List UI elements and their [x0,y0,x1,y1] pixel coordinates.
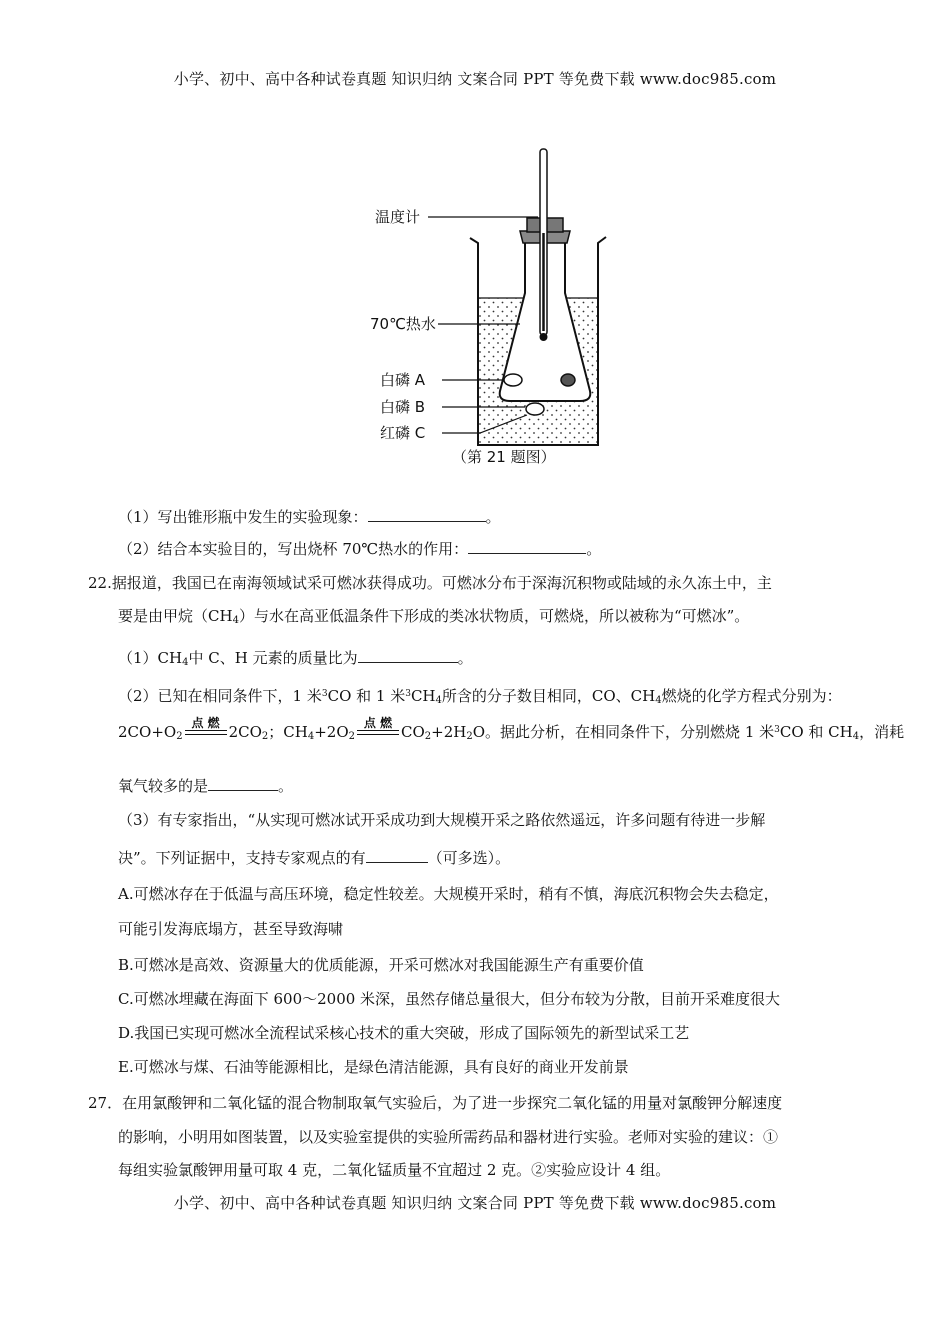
label-white-phosphorus-b: 白磷 B [380,398,426,416]
answer-blank[interactable] [468,539,586,554]
q27-line2: 的影响，小明用如图装置，以及实验室提供的实验所需药品和器材进行实验。老师对实验的建议：① [118,1128,779,1146]
q22-part1: $(1)CH_4$中 C、H 元素的质量比为 。 [118,649,473,668]
label-red-phosphorus-c: 红磷 C [380,424,426,442]
answer-blank[interactable] [366,848,428,863]
q22-option-a-line2: 可能引发海底塌方，甚至导致海啸 [118,920,344,938]
reaction-arrow: 点 燃 [185,723,227,743]
q22-part3-line1: （3）有专家指出，“从实现可燃冰试开采成功到大规模开采之路依然遥远，许多问题有待进一步解 [118,811,766,829]
q22-part3-line2: 决”。下列证据中，支持专家观点的有 （可多选）。 [118,849,511,867]
white-phosphorus-a [504,374,522,386]
reaction-arrow: 点 燃 [357,723,399,743]
q21-part2: （2）结合本实验目的，写出烧杯 70℃热水的作用： 。 [118,540,602,558]
q22-equations: $2CO+O_2$ 点 燃 $2CO_2$；$CH_4+2O_2$ 点 燃 $CO_2+2H_2O$。据此分析，在相同条件下，分别燃烧 1 米$^3$CO 和 $CH_4$，消耗 [118,716,905,742]
figure-caption: （第 21 题图） [452,448,556,466]
page-header: 小学、初中、高中各种试卷真题 知识归纳 文案合同 PPT 等免费下载 www.doc985.com [173,70,777,88]
q22-part2-tail: 氧气较多的是 。 [118,777,294,795]
label-hot-water: 70℃热水 [370,315,436,333]
label-thermometer: 温度计 [375,208,421,226]
answer-blank[interactable] [368,507,486,522]
q22-option-c: C.可燃冰埋藏在海面下 600～2000 米深，虽然存储总量很大，但分布较为分散，目前开采难度很大 [118,990,781,1008]
label-white-phosphorus-a: 白磷 A [380,371,426,389]
q22-option-a-line1: A.可燃冰存在于低温与高压环境，稳定性较差。大规模开采时，稍有不慎，海底沉积物会失去稳定， [118,885,779,903]
page-footer: 小学、初中、高中各种试卷真题 知识归纳 文案合同 PPT 等免费下载 www.doc985.com [173,1194,777,1212]
q27-line1: 27．在用氯酸钾和二氧化锰的混合物制取氧气实验后，为了进一步探究二氧化锰的用量对氯酸钾分解速度 [88,1094,783,1112]
q22-intro-line2: 要是由甲烷$(CH_4)$与水在高亚低温条件下形成的类冰状物质，可燃烧，所以被称为“可燃冰”。 [118,607,750,626]
q22-option-e: E.可燃冰与煤、石油等能源相比，是绿色清洁能源，具有良好的商业开发前景 [118,1058,629,1076]
experiment-figure [370,143,620,473]
q22-option-d: D.我国已实现可燃冰全流程试采核心技术的重大突破，形成了国际领先的新型试采工艺 [118,1024,690,1042]
q22-intro-line1: 22.据报道，我国已在南海领域试采可燃冰获得成功。可燃冰分布于深海沉积物或陆域的永久冻土中，主 [88,574,772,592]
q21-part1: （1）写出锥形瓶中发生的实验现象： 。 [118,508,501,526]
answer-blank[interactable] [208,776,278,791]
q27-line3: 每组实验氯酸钾用量可取 4 克，二氧化锰质量不宜超过 2 克。②实验应设计 4 组。 [118,1161,671,1179]
white-phosphorus-b [526,403,544,415]
answer-blank[interactable] [358,648,458,663]
q22-part2: （2）已知在相同条件下，1 米$^3$CO 和 1 米$^3CH_4$所含的分子数目相同，CO、$CH_4$燃烧的化学方程式分别为： [118,687,842,706]
q22-option-b: B.可燃冰是高效、资源量大的优质能源，开采可燃冰对我国能源生产有重要价值 [118,956,644,974]
